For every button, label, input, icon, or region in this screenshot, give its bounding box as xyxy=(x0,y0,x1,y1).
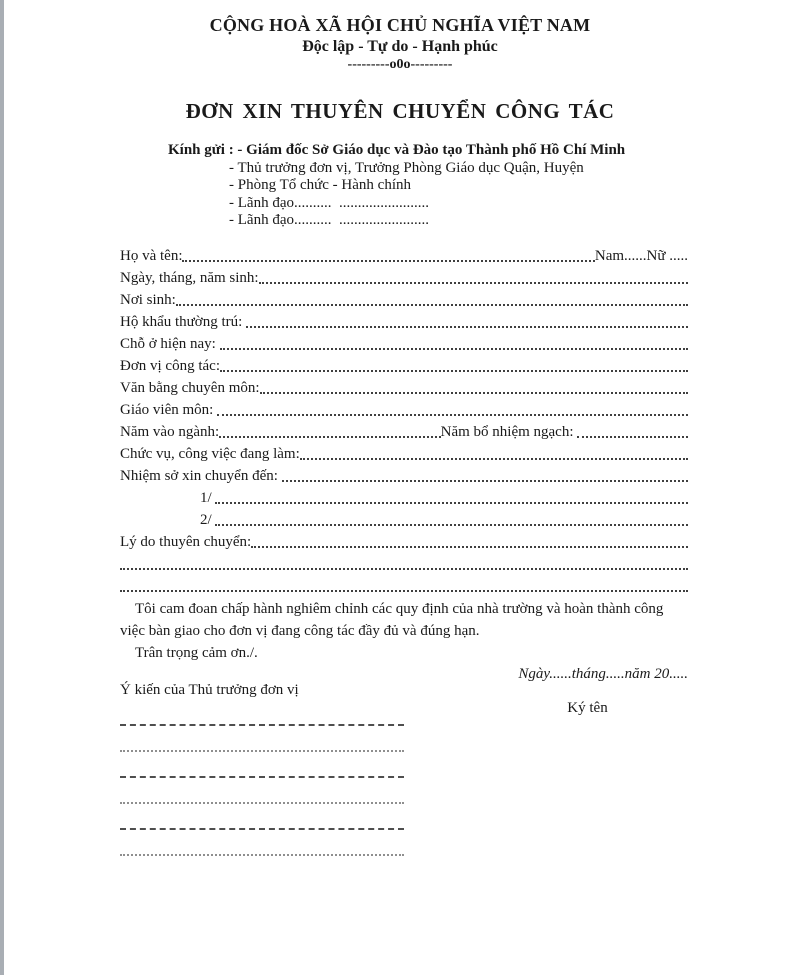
recipients-block xyxy=(168,142,800,230)
dotted-blank xyxy=(219,436,440,438)
field-label: 1/ xyxy=(200,489,216,506)
signature-line xyxy=(120,778,404,804)
dotted-blank-row xyxy=(120,575,688,597)
header-separator: ---------o0o--------- xyxy=(347,57,453,72)
field-row-birthdate xyxy=(120,267,688,289)
recipient-main-line: Kính gửi : - Giám đốc Sở Giáo dục và Đào tạo Thành phố Hồ Chí Minh xyxy=(168,142,626,158)
field-row-birthplace xyxy=(120,289,688,311)
field-row-transfer-reason xyxy=(120,531,688,553)
dotted-blank xyxy=(220,348,688,350)
dotted-blank xyxy=(217,414,688,416)
field-row-choice-1 xyxy=(120,487,688,509)
field-label: Nơi sinh: xyxy=(120,291,176,308)
field-label: Hộ khẩu thường trú: xyxy=(120,313,247,330)
dotted-blank xyxy=(220,370,688,372)
dotted-blank xyxy=(300,458,688,460)
field-label: 2/ xyxy=(200,511,216,528)
national-title: CỘNG HOÀ XÃ HỘI CHỦ NGHĨA VIỆT NAM xyxy=(209,15,591,35)
dotted-blank xyxy=(215,502,688,504)
field-label: Ngày, tháng, năm sinh: xyxy=(120,269,259,286)
field-row-current-address xyxy=(120,333,688,355)
thanks-line: Trân trọng cảm ơn./. xyxy=(135,644,258,661)
signature-line xyxy=(120,804,404,830)
field-row-current-position xyxy=(120,443,688,465)
dotted-blank-row xyxy=(120,553,688,575)
field-label: Nhiệm sở xin chuyển đến: xyxy=(120,467,282,484)
declaration-block xyxy=(120,598,688,664)
field-label: Văn bằng chuyên môn: xyxy=(120,379,260,396)
recipient-item: - Phòng Tổ chức - Hành chính xyxy=(229,177,411,193)
field-label: Giáo viên môn: xyxy=(120,401,218,418)
dotted-blank xyxy=(120,568,688,570)
field-row-choice-2 xyxy=(120,509,688,531)
national-motto: Độc lập - Tự do - Hạnh phúc xyxy=(302,38,498,55)
form-fields xyxy=(120,245,688,597)
date-line: Ngày......tháng.....năm 20..... xyxy=(518,665,688,682)
field-row-permanent-address xyxy=(120,311,688,333)
field-label: Chỗ ở hiện nay: xyxy=(120,335,220,352)
footer-block xyxy=(0,664,800,716)
field-row-year-joined xyxy=(120,421,688,443)
dotted-blank xyxy=(577,436,688,438)
dotted-blank xyxy=(182,260,594,262)
dotted-blank xyxy=(215,524,688,526)
recipient-item: - Thủ trưởng đơn vị, Trưởng Phòng Giáo dục Quận, Huyện xyxy=(229,159,584,176)
page-edge-strip xyxy=(0,0,4,975)
recipient-item: - Lãnh đạo.......... ........................ xyxy=(229,194,429,211)
field-label: Năm vào ngành: xyxy=(120,423,220,440)
field-label: Chức vụ, công việc đang làm: xyxy=(120,445,300,462)
dotted-blank xyxy=(251,546,688,548)
dotted-blank xyxy=(259,282,688,284)
field-row-requested-workplace xyxy=(120,465,688,487)
field-suffix-gender: Nam......Nữ ..... xyxy=(594,247,688,264)
dotted-blank xyxy=(246,326,688,328)
dotted-blank xyxy=(260,392,688,394)
field-label-rank-year: Năm bổ nhiệm ngạch: xyxy=(440,423,578,440)
field-row-work-unit xyxy=(120,355,688,377)
sign-label: Ký tên xyxy=(567,699,608,716)
field-row-teaching-subject xyxy=(120,399,688,421)
signature-line xyxy=(120,726,404,752)
page-title: ĐƠN XIN THUYÊN CHUYỂN CÔNG TÁC xyxy=(185,99,615,123)
field-row-full-name xyxy=(120,245,688,267)
commitment-paragraph: Tôi cam đoan chấp hành nghiêm chỉnh các quy định của nhà trường và hoàn thành công việc bàn giao cho đơn vị đang công tác đầy đủ và đúng hạn. xyxy=(120,600,664,639)
recipient-item: - Lãnh đạo.......... ........................ xyxy=(229,212,429,228)
approver-title: Ý kiến của Thủ trưởng đơn vị xyxy=(120,681,299,698)
dotted-blank xyxy=(176,304,688,306)
field-label: Đơn vị công tác: xyxy=(120,357,220,374)
field-label: Lý do thuyên chuyển: xyxy=(120,533,252,550)
signature-line xyxy=(120,830,404,856)
field-row-qualification xyxy=(120,377,688,399)
field-label: Họ và tên: xyxy=(120,247,183,264)
signature-line xyxy=(120,706,404,726)
approver-writing-area xyxy=(120,706,800,856)
signature-line xyxy=(120,752,404,778)
dotted-blank xyxy=(282,480,688,482)
document-header xyxy=(0,0,800,73)
dotted-blank xyxy=(120,590,688,592)
